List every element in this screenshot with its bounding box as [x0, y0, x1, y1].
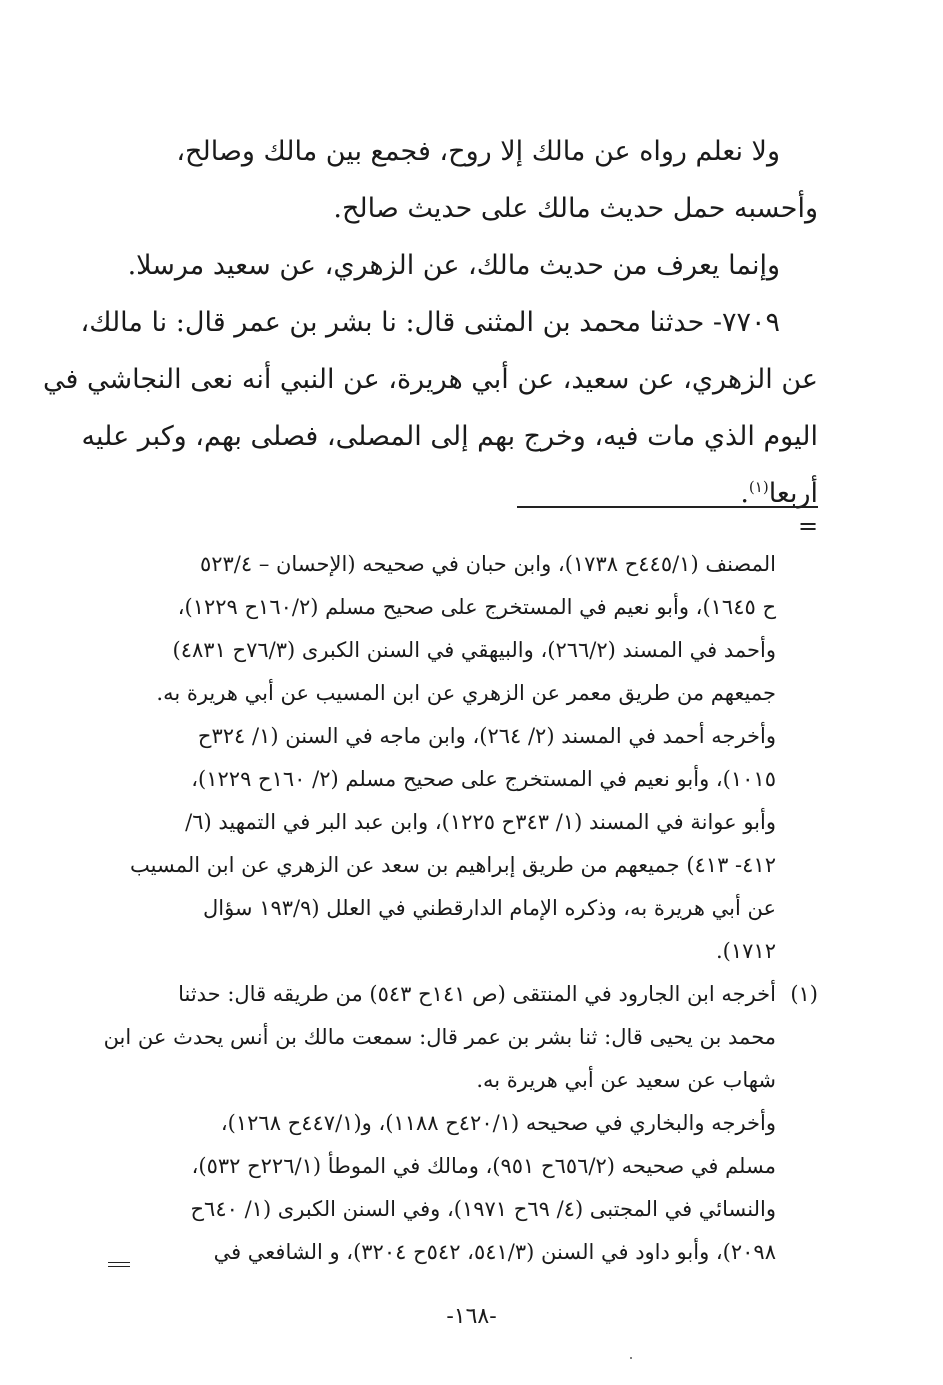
footnote-line: ١٠١٥)، وأبو نعيم في المستخرج على صحيح مسلم (٢/ ١٦٠ح ١٢٢٩)، [191, 767, 776, 791]
main-line: وإنما يعرف من حديث مالك، عن الزهري، عن سعيد مرسلا. [127, 250, 780, 281]
main-line: ولا نعلم رواه عن مالك إلا روح، فجمع بين مالك وصالح، [176, 136, 780, 167]
footnote-separator [517, 506, 818, 508]
footnote-line: عن أبي هريرة به، وذكره الإمام الدارقطني في العلل (١٩٣/٩ سؤال [202, 896, 776, 920]
hadith-line: ٧٧٠٩- حدثنا محمد بن المثنى قال: نا بشر بن عمر قال: نا مالك، [80, 307, 780, 338]
footnote-line: جميعهم من طريق معمر عن الزهري عن ابن المسيب عن أبي هريرة به. [156, 681, 776, 705]
page-number: -١٦٨- [446, 1304, 497, 1329]
scan-speck [630, 1357, 632, 1359]
footnote-number: (١) [790, 982, 818, 1006]
continuation-mark: = [798, 512, 819, 540]
footnote-line-text: أخرجه ابن الجارود في المنتقى (ص ١٤١ح ٥٤٣) من طريقه قال: حدثنا [178, 982, 776, 1006]
main-text [43, 123, 818, 522]
footnote-line: وأبو عوانة في المسند (١/ ٣٤٣ح ١٢٢٥)، وابن عبد البر في التمهيد (٦/ [185, 810, 776, 834]
footnotes [103, 543, 818, 1274]
footnote-line: وأخرجه والبخاري في صحيحه (٤٢٠/١ح ١١٨٨)، و(٤٤٧/١ح ١٢٦٨)، [220, 1111, 776, 1135]
footnote-1-first-line [110, 973, 818, 1016]
footnote-line: محمد بن يحيى قال: ثنا بشر بن عمر قال: سمعت مالك بن أنس يحدث عن ابن [103, 1025, 776, 1049]
main-line-text: أربعا [768, 478, 818, 509]
footnote-line: وأخرجه أحمد في المسند (٢/ ٢٦٤)، وابن ماجه في السنن (١/ ٣٢٤ح [197, 724, 776, 748]
main-line: اليوم الذي مات فيه، وخرج بهم إلى المصلى، فصلى بهم، وكبر عليه [81, 421, 818, 452]
footnote-line: ح ١٦٤٥)، وأبو نعيم في المستخرج على صحيح مسلم (١٦٠/٢ح ١٢٢٩)، [177, 595, 776, 619]
main-line: وأحسبه حمل حديث مالك على حديث صالح. [333, 193, 818, 224]
footnote-line: ١٧١٢). [716, 939, 776, 963]
footnote-line: وأحمد في المسند (٢٦٦/٢)، والبيهقي في السنن الكبرى (٧٦/٣ح ٤٨٣١) [172, 638, 776, 662]
footnote-line: مسلم في صحيحه (٦٥٦/٢ح ٩٥١)، ومالك في الموطأ (٢٢٦/١ح ٥٣٢)، [191, 1154, 776, 1178]
footnote-line: المصنف (٤٤٥/١ح ١٧٣٨)، وابن حبان في صحيحه (الإحسان – ٥٢٣/٤ [199, 552, 776, 576]
main-line-last [110, 465, 818, 522]
footnote-line: ٢٠٩٨)، وأبو داود في السنن (٥٤١/٣، ٥٤٢ح ٣٢٠٤)، و الشافعي في [213, 1240, 776, 1264]
footnote-line: شهاب عن سعيد عن أبي هريرة به. [476, 1068, 776, 1092]
main-line: عن الزهري، عن سعيد، عن أبي هريرة، عن النبي أنه نعى النجاشي في [43, 364, 818, 395]
footnote-line: والنسائي في المجتبى (٤/ ٦٩ح ١٩٧١)، وفي السنن الكبرى (١/ ٦٤٠ح [190, 1197, 776, 1221]
continuation-underline [108, 1262, 130, 1267]
main-line-end: . [740, 478, 749, 509]
footnote-line: ٤١٢- ٤١٣) جميعهم من طريق إبراهيم بن سعد عن الزهري عن ابن المسيب [130, 853, 776, 877]
footnote-reference: (١) [748, 478, 769, 496]
